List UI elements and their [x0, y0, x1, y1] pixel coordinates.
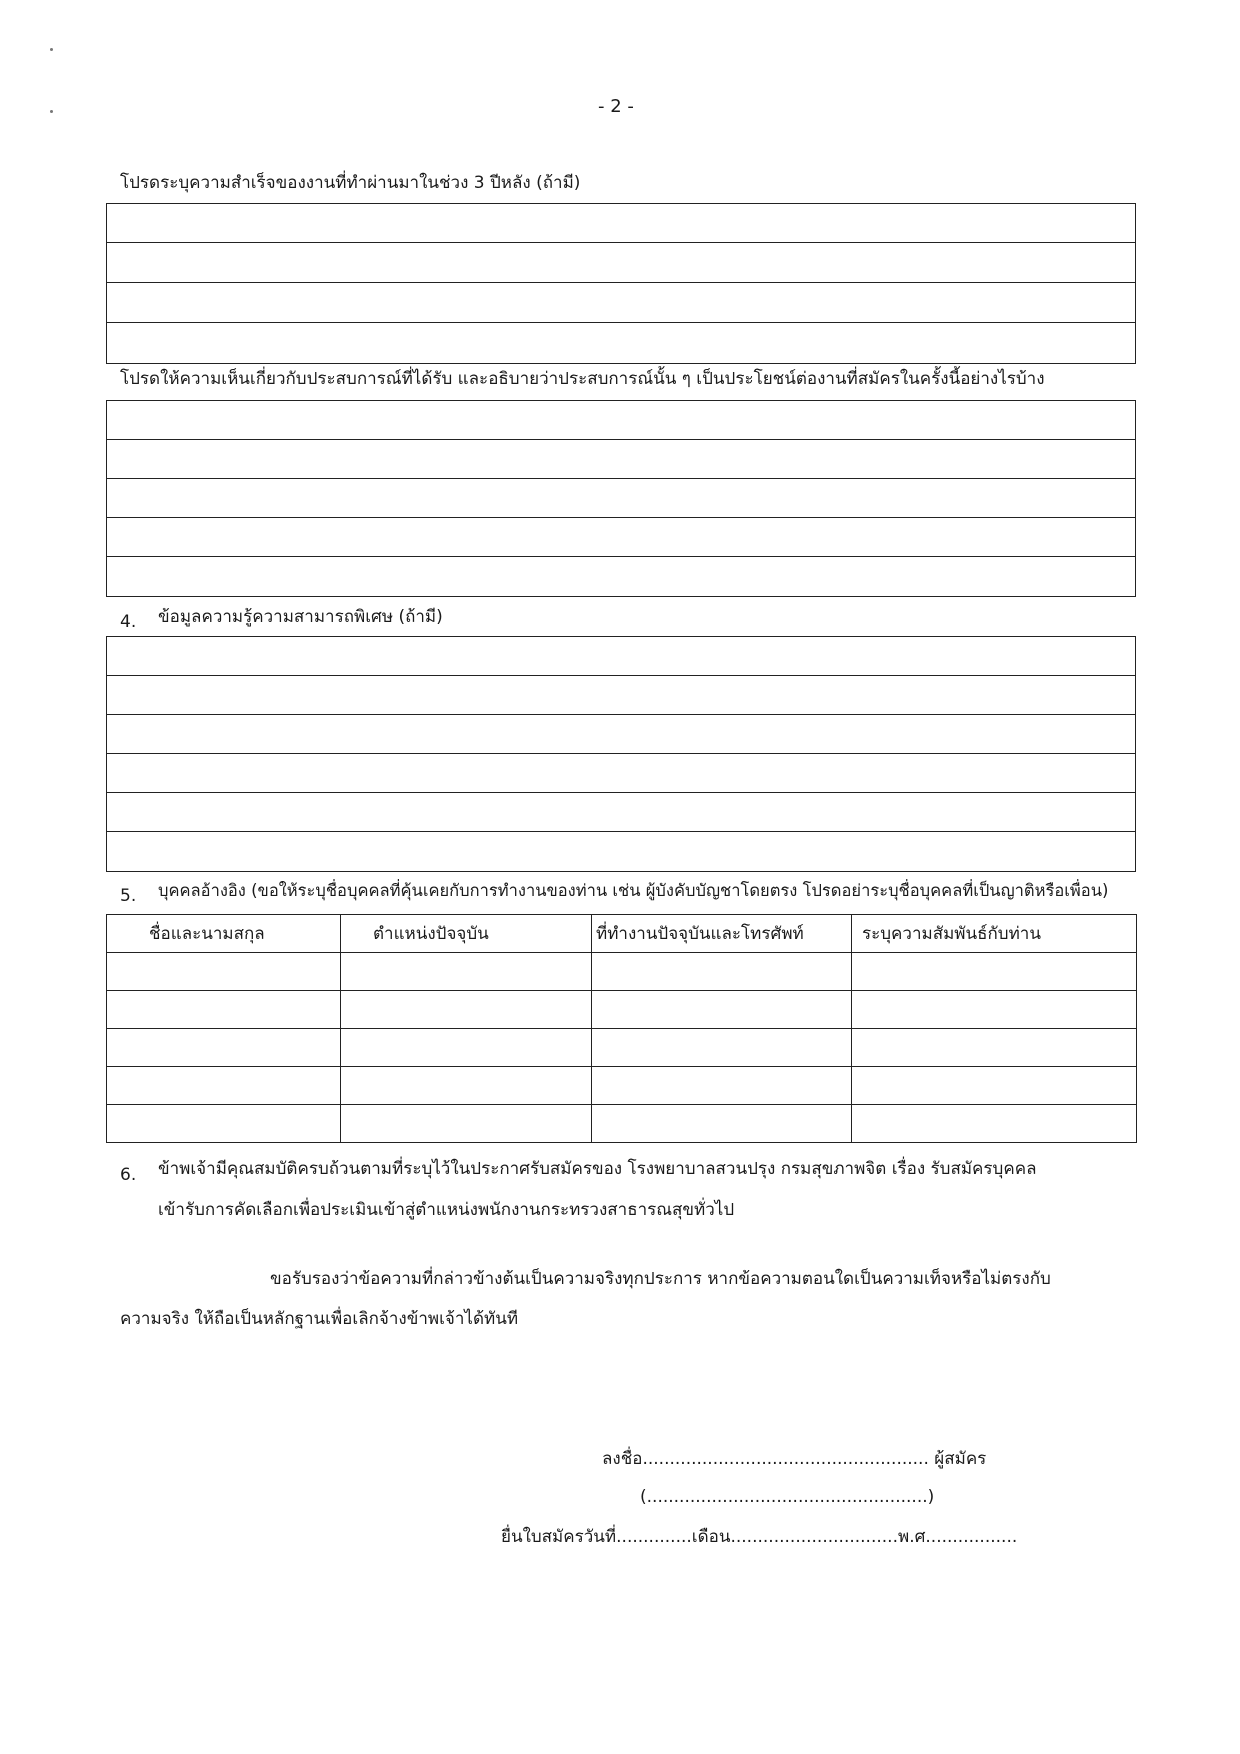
answer-line — [107, 242, 1135, 243]
page-number: - 2 - — [598, 96, 634, 117]
special-skills-answer-box[interactable] — [106, 636, 1136, 872]
certification-line-1: ขอรับรองว่าข้อความที่กล่าวข้างต้นเป็นความจริงทุกประการ หากข้อความตอนใดเป็นความเท็จหรือไม่ตรงกับ — [270, 1269, 1051, 1289]
table-cell[interactable] — [592, 1029, 852, 1067]
table-cell[interactable] — [852, 953, 1137, 991]
table-cell[interactable] — [341, 953, 592, 991]
section-4-number: 4. — [120, 612, 137, 632]
table-cell[interactable] — [852, 991, 1137, 1029]
achievements-answer-box[interactable] — [106, 203, 1136, 364]
section-6-line-2: เข้ารับการคัดเลือกเพื่อประเมินเข้าสู่ตำแหน่งพนักงานกระทรวงสาธารณสุขทั่วไป — [158, 1200, 735, 1220]
answer-line — [107, 322, 1135, 323]
answer-line — [107, 282, 1135, 283]
table-cell[interactable] — [852, 1029, 1137, 1067]
answer-line — [107, 753, 1135, 754]
header-relationship: ระบุความสัมพันธ์กับท่าน — [852, 915, 1137, 953]
table-row — [107, 953, 1137, 991]
answer-line — [107, 517, 1135, 518]
answer-line — [107, 556, 1135, 557]
header-workplace-phone: ที่ทำงานปัจจุบันและโทรศัพท์ — [592, 915, 852, 953]
table-cell[interactable] — [341, 1105, 592, 1143]
answer-line — [107, 478, 1135, 479]
submission-date-line[interactable]: ยื่นใบสมัครวันที่..............เดือน...............................พ.ศ................. — [501, 1527, 1018, 1547]
achievements-prompt: โปรดระบุความสำเร็จของงานที่ทำผ่านมาในช่วง 3 ปีหลัง (ถ้ามี) — [120, 173, 581, 193]
table-cell[interactable] — [107, 1067, 341, 1105]
header-position: ตำแหน่งปัจจุบัน — [341, 915, 592, 953]
section-4-title: ข้อมูลความรู้ความสามารถพิเศษ (ถ้ามี) — [158, 607, 443, 627]
reference-table — [106, 914, 1137, 1143]
table-cell[interactable] — [592, 953, 852, 991]
table-cell[interactable] — [341, 1029, 592, 1067]
section-6-number: 6. — [120, 1165, 137, 1185]
answer-line — [107, 675, 1135, 676]
table-cell[interactable] — [341, 991, 592, 1029]
header-name: ชื่อและนามสกุล — [107, 915, 341, 953]
table-cell[interactable] — [107, 953, 341, 991]
scan-speck — [50, 48, 53, 51]
signature-line[interactable]: ลงชื่อ..................................................... ผู้สมัคร — [602, 1449, 987, 1469]
answer-line — [107, 792, 1135, 793]
table-row — [107, 991, 1137, 1029]
certification-line-2: ความจริง ให้ถือเป็นหลักฐานเพื่อเลิกจ้างข้าพเจ้าได้ทันที — [120, 1309, 519, 1329]
table-cell[interactable] — [592, 1105, 852, 1143]
table-row — [107, 1067, 1137, 1105]
section-5-title: บุคคลอ้างอิง (ขอให้ระบุชื่อบุคคลที่คุ้นเคยกับการทำงานของท่าน เช่น ผู้บังคับบัญชาโดยตรง โปรดอย่าระบุชื่อบุคคลที่เป็นญาติหรือเพื่อน) — [158, 881, 1109, 900]
table-cell[interactable] — [107, 1105, 341, 1143]
table-cell[interactable] — [341, 1067, 592, 1105]
answer-line — [107, 439, 1135, 440]
table-row — [107, 1029, 1137, 1067]
reference-table-header — [107, 915, 1137, 953]
table-cell[interactable] — [852, 1067, 1137, 1105]
table-cell[interactable] — [592, 991, 852, 1029]
experience-prompt: โปรดให้ความเห็นเกี่ยวกับประสบการณ์ที่ได้รับ และอธิบายว่าประสบการณ์นั้น ๆ เป็นประโยชน์ต่องานที่สมัครในครั้งนี้อย่างไรบ้าง — [120, 369, 1045, 389]
answer-line — [107, 714, 1135, 715]
answer-line — [107, 831, 1135, 832]
scan-speck — [50, 110, 53, 113]
printed-name-line[interactable]: (....................................................) — [640, 1487, 935, 1507]
experience-answer-box[interactable] — [106, 400, 1136, 597]
section-5-number: 5. — [120, 886, 137, 906]
table-cell[interactable] — [107, 1029, 341, 1067]
table-cell[interactable] — [592, 1067, 852, 1105]
table-cell[interactable] — [107, 991, 341, 1029]
section-6-line-1: ข้าพเจ้ามีคุณสมบัติครบถ้วนตามที่ระบุไว้ในประกาศรับสมัครของ โรงพยาบาลสวนปรุง กรมสุขภาพจิต เรื่อง รับสมัครบุคคล — [158, 1159, 1037, 1179]
table-row — [107, 1105, 1137, 1143]
table-cell[interactable] — [852, 1105, 1137, 1143]
